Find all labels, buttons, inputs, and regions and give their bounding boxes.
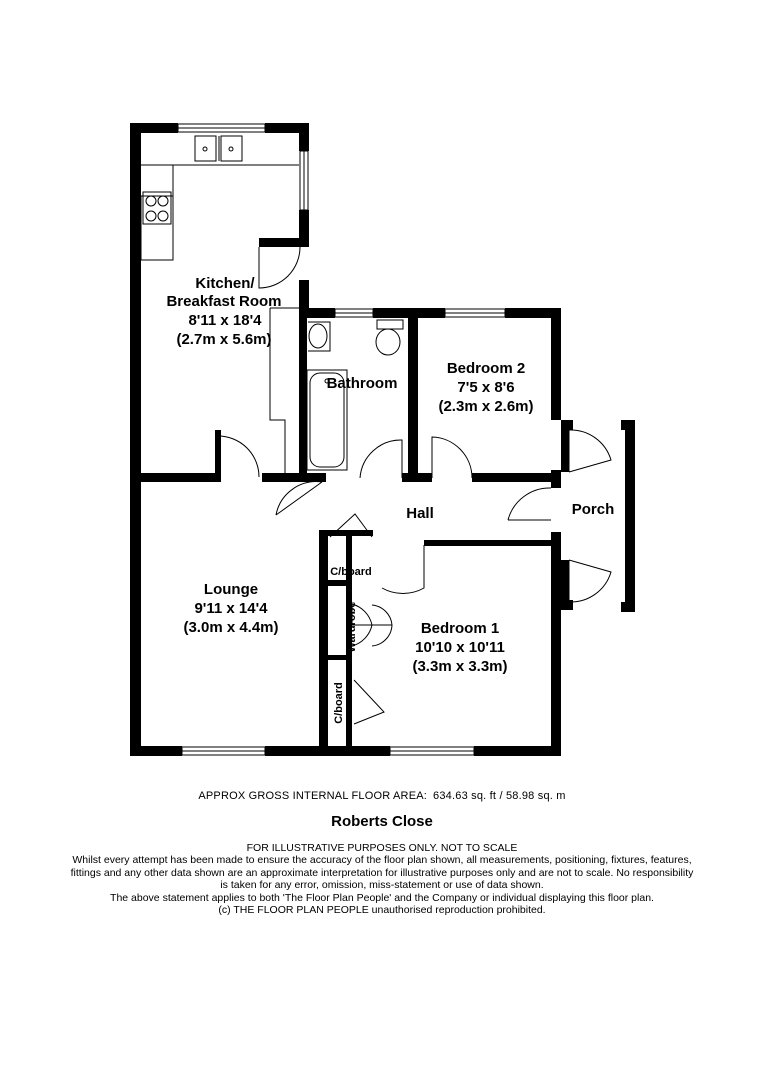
hall-name: Hall: [406, 505, 434, 522]
disclaimer-line: FOR ILLUSTRATIVE PURPOSES ONLY. NOT TO SCALE: [246, 842, 518, 854]
kitchen-imperial: 8'11 x 18'4: [188, 312, 262, 329]
hob-ring: [146, 211, 156, 221]
toilet-bowl: [376, 329, 400, 355]
bedroom1-name: Bedroom 1: [420, 620, 500, 637]
bathroom-name: Bathroom: [326, 375, 398, 392]
disclaimer-line: (c) THE FLOOR PLAN PEOPLE unauthorised reproduction prohibited.: [218, 904, 546, 917]
kitchen-metric: (2.7m x 5.6m): [176, 331, 272, 348]
disclaimer-line: The above statement applies to both 'The Floor Plan People' and the Company or individual displaying this floor plan.: [110, 891, 654, 904]
walls: [130, 123, 635, 756]
wardrobe-label: Wardrobe: [346, 601, 358, 653]
lounge-imperial: 9'11 x 14'4: [194, 600, 268, 617]
disclaimer-line: is taken for any error, omission, miss-statement or use of data shown.: [220, 879, 544, 892]
bedroom2-name: Bedroom 2: [446, 360, 526, 377]
bedroom1-imperial: 10'10 x 10'11: [415, 639, 505, 656]
bedroom1-metric: (3.3m x 3.3m): [412, 658, 508, 675]
kitchen-name-line2: Breakfast Room: [166, 293, 282, 310]
cboard-lower-label: C/board: [333, 682, 345, 724]
disclaimer-line: fittings and any other data shown are an approximate interpretation for illustrative purposes only and are not to scale. No responsibility: [70, 866, 694, 879]
hob-ring: [146, 196, 156, 206]
sink-bowl: [221, 136, 242, 161]
porch-name: Porch: [571, 501, 615, 518]
toilet-cistern: [377, 320, 403, 329]
kitchen-name-line1: Kitchen/: [195, 275, 255, 292]
lounge-name: Lounge: [203, 581, 259, 598]
cboard-upper-label: C/board: [330, 566, 372, 578]
gross-area-value: 634.63 sq. ft / 58.98 sq. m: [433, 790, 566, 802]
lounge-metric: (3.0m x 4.4m): [183, 619, 279, 636]
gross-area-line: [0, 790, 764, 802]
disclaimer-line: Whilst every attempt has been made to ensure the accuracy of the floor plan shown, all measurements, positioning, fixtures, features,: [72, 854, 692, 867]
gross-area-label: APPROX GROSS INTERNAL FLOOR AREA:: [198, 790, 428, 802]
partition: [270, 308, 300, 473]
hob-ring: [158, 211, 168, 221]
sink-bowl: [195, 136, 216, 161]
disclaimer: [40, 842, 724, 916]
hob-ring: [158, 196, 168, 206]
bedroom2-metric: (2.3m x 2.6m): [438, 398, 534, 415]
property-title: Roberts Close: [331, 813, 433, 830]
bedroom2-imperial: 7'5 x 8'6: [457, 379, 515, 396]
